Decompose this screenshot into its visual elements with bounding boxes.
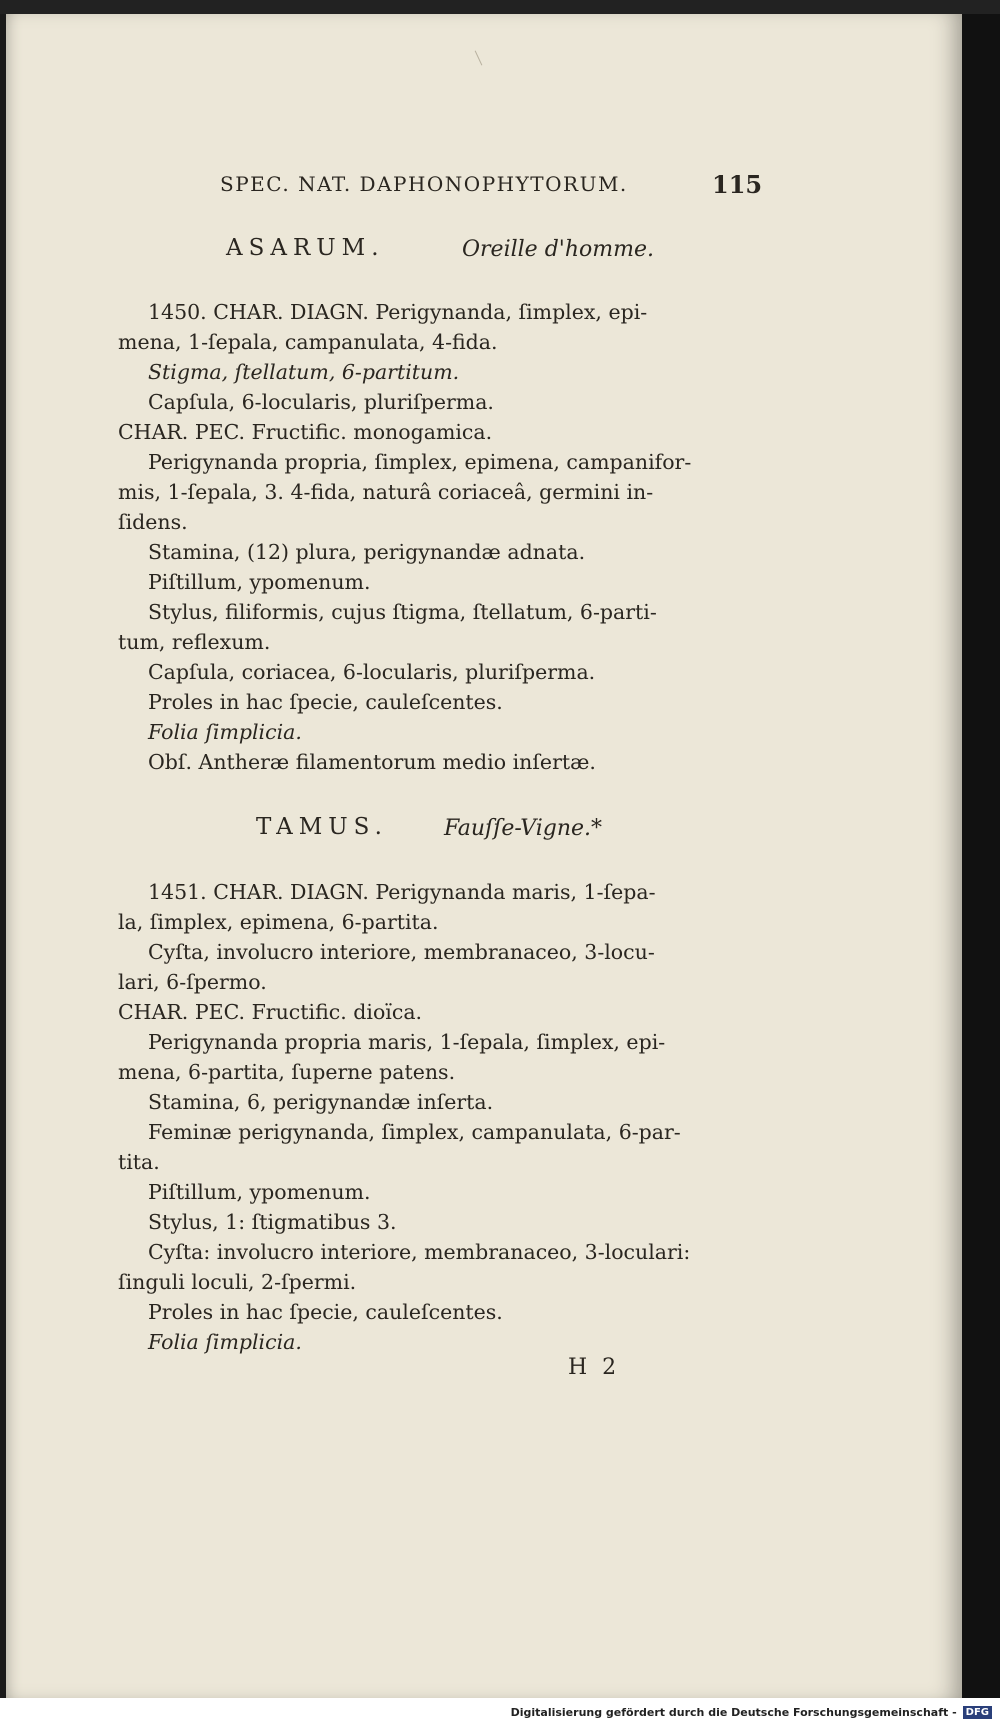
text-line: Capſula, 6-locularis, pluriſperma.	[148, 390, 494, 414]
text-line: Perigynanda propria maris, 1-ſepala, ſimplex, epi-	[148, 1030, 666, 1054]
text-line: Proles in hac ſpecie, cauleſcentes.	[148, 1300, 503, 1324]
text-line: 1450. CHAR. DIAGN. Perigynanda, ſimplex, epi-	[148, 300, 648, 324]
book-page	[6, 14, 962, 1698]
text-line: mena, 6-partita, ſuperne patens.	[118, 1060, 456, 1084]
text-line: 1451. CHAR. DIAGN. Perigynanda maris, 1-ſepa-	[148, 880, 656, 904]
text-line: Stylus, filiformis, cujus ſtigma, ſtellatum, 6-parti-	[148, 600, 657, 624]
text-line: tita.	[118, 1150, 160, 1174]
scan-top-border	[0, 0, 1000, 14]
text-line: Piſtillum, ypomenum.	[148, 570, 371, 594]
text-line: Perigynanda propria, ſimplex, epimena, campanifor-	[148, 450, 692, 474]
scan-right-border	[962, 14, 1000, 1698]
signature-mark: H 2	[568, 1355, 621, 1380]
text-line: Obſ. Antheræ filamentorum medio inſertæ.	[148, 750, 596, 774]
text-line: ſidens.	[118, 510, 188, 534]
text-line: mis, 1-ſepala, 3. 4-fida, naturâ coriaceâ, germini in-	[118, 480, 654, 504]
text-line: Stigma, ſtellatum, 6-partitum.	[148, 360, 460, 384]
text-line: lari, 6-ſpermo.	[118, 970, 267, 994]
text-line: mena, 1-ſepala, campanulata, 4-fida.	[118, 330, 498, 354]
text-line: Folia ſimplicia.	[148, 720, 302, 744]
running-head: SPEC. NAT. DAPHONOPHYTORUM.	[220, 172, 628, 196]
text-line: ſinguli loculi, 2-ſpermi.	[118, 1270, 357, 1294]
text-line: CHAR. PEC. Fructific. monogamica.	[118, 420, 493, 444]
dfg-logo: DFG	[963, 1706, 992, 1719]
text-line: Stamina, (12) plura, perigynandæ adnata.	[148, 540, 586, 564]
genus-french-tamus: Fauſſe-Vigne.*	[444, 816, 602, 841]
genus-french-asarum: Oreille d'homme.	[462, 237, 654, 262]
footer-bar	[0, 1698, 1000, 1727]
text-line: CHAR. PEC. Fructific. dioïca.	[118, 1000, 423, 1024]
text-line: Stamina, 6, perigynandæ inſerta.	[148, 1090, 494, 1114]
text-line: tum, reflexum.	[118, 630, 271, 654]
genus-heading-asarum: ASARUM.	[226, 235, 385, 261]
text-line: Cyſta, involucro interiore, membranaceo, 3-locu-	[148, 940, 655, 964]
text-line: Capſula, coriacea, 6-locularis, pluriſperma.	[148, 660, 596, 684]
text-line: la, ſimplex, epimena, 6-partita.	[118, 910, 439, 934]
genus-heading-tamus: TAMUS.	[256, 814, 388, 840]
text-line: Feminæ perigynanda, ſimplex, campanulata, 6-par-	[148, 1120, 681, 1144]
text-line: Folia ſimplicia.	[148, 1330, 302, 1354]
text-line: Proles in hac ſpecie, cauleſcentes.	[148, 690, 503, 714]
footer-credit: Digitalisierung gefördert durch die Deutsche Forschungsgemeinschaft -	[510, 1706, 957, 1719]
text-line: Stylus, 1: ſtigmatibus 3.	[148, 1210, 397, 1234]
text-line: Cyſta: involucro interiore, membranaceo, 3-loculari:	[148, 1240, 691, 1264]
page-number: 115	[712, 170, 763, 199]
text-line: Piſtillum, ypomenum.	[148, 1180, 371, 1204]
